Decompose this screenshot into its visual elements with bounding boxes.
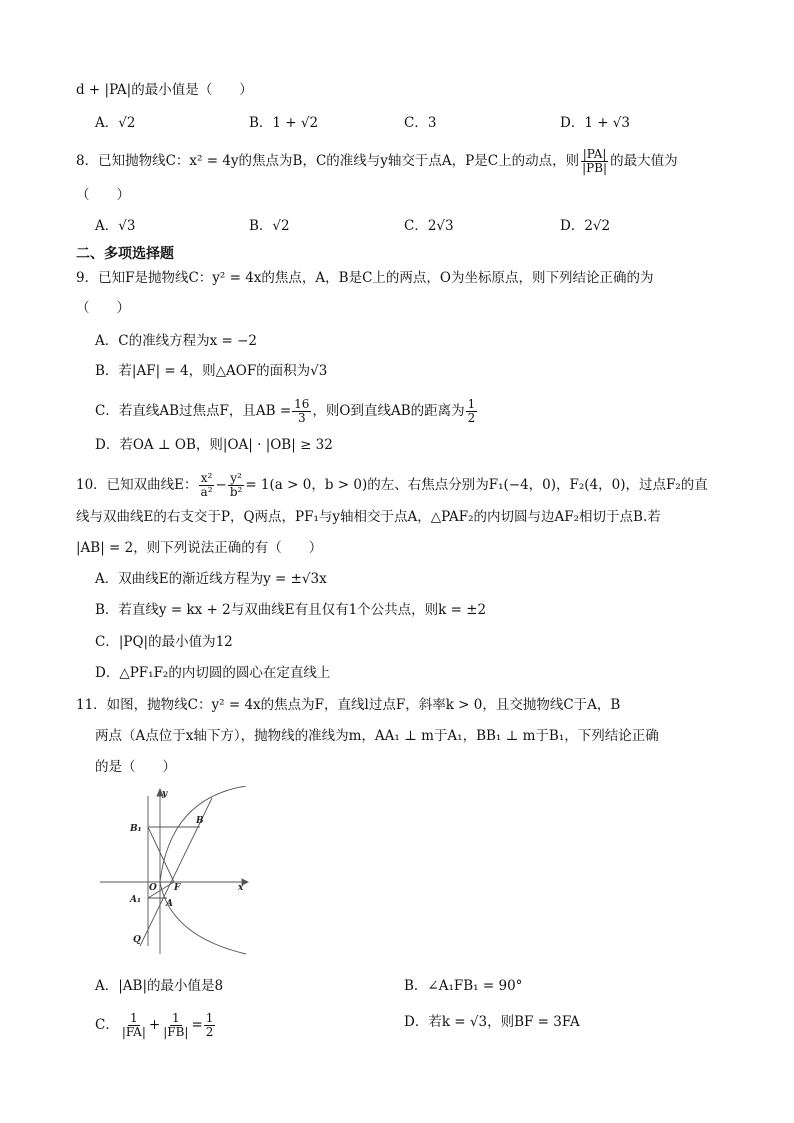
q8-stem-text: 8．已知抛物线C：x² = 4y的焦点为B，C的准线与y轴交于点A，P是C上的动点，则 xyxy=(76,153,580,169)
q11-c-equals: = xyxy=(191,1017,203,1033)
q8-frac-den: |PB| xyxy=(582,161,608,175)
q9-option-a: A．C的准线方程为x = −2 xyxy=(95,333,257,349)
label-y: y xyxy=(162,789,168,799)
q7-option-d: D．1 + √3 xyxy=(560,115,630,131)
q10-frac-y-den: b² xyxy=(229,485,243,499)
q9-paren: （ ） xyxy=(76,300,130,316)
label-a: A xyxy=(166,899,173,909)
q10-line-1-b: = 1(a > 0，b > 0)的左、右焦点分别为F₁(−4，0)，F₂(4，0)，过点F₂的直 xyxy=(245,477,708,493)
label-b: B xyxy=(196,816,204,826)
q10-frac-y-num: y² xyxy=(230,471,242,485)
q10-frac-x-den: a² xyxy=(200,485,213,499)
q11-c-frac3-den: 2 xyxy=(205,1025,214,1039)
q11-line-3: 的是（ ） xyxy=(95,759,176,775)
q9-option-c-text: C．若直线AB过焦点F，且AB = xyxy=(95,403,292,419)
q11-c-frac2-num: 1 xyxy=(172,1011,180,1025)
q11-c-frac3 xyxy=(204,1012,216,1039)
parabola-curve xyxy=(160,786,246,954)
q11-c-prefix: C． xyxy=(95,1017,119,1033)
q11-c-frac1 xyxy=(120,1012,148,1039)
q9-c-frac2-num: 1 xyxy=(467,397,476,411)
q11-c-frac1-num: 1 xyxy=(130,1011,138,1025)
q11-option-d: D．若k = √3，则BF = 3FA xyxy=(404,1014,580,1030)
q8-option-d: D．2√2 xyxy=(560,218,611,234)
q11-line-1: 11．如图，抛物线C：y² = 4x的焦点为F，直线l过点F，斜率k > 0，且交抛物线C于A，B xyxy=(76,697,621,713)
q9-stem: 9．已知F是抛物线C：y² = 4x的焦点，A，B是C上的两点，O为坐标原点，则下列结论正确的为 xyxy=(76,270,654,286)
q8-fraction xyxy=(580,148,609,175)
label-x: x xyxy=(238,883,244,893)
label-o: O xyxy=(149,883,157,893)
q11-c-frac2-den: |FB| xyxy=(163,1025,189,1039)
q10-option-b: B．若直线y = kx + 2与双曲线E有且仅有1个公共点，则k = ±2 xyxy=(95,602,487,618)
q11-option-b: B．∠A₁FB₁ = 90° xyxy=(404,978,523,994)
q8-paren: （ ） xyxy=(76,187,130,203)
q8-frac-num: |PA| xyxy=(582,147,607,161)
q10-line-2: 线与双曲线E的右支交于P，Q两点，PF₁与y轴相交于点A，△PAF₂的内切圆与边AF₂相切于点B.若 xyxy=(76,509,661,525)
q10-line-1-a: 10．已知双曲线E： xyxy=(76,477,198,493)
q11-c-plus: + xyxy=(148,1017,161,1033)
q11-c-frac3-num: 1 xyxy=(205,1011,214,1025)
q7-option-b: B．1 + √2 xyxy=(249,115,319,131)
q9-c-frac2 xyxy=(466,398,478,425)
q9-option-c-text2: ，则O到直线AB的距离为 xyxy=(312,403,465,419)
q9-c-frac1 xyxy=(292,398,311,425)
q7-option-a: A．√2 xyxy=(95,115,136,131)
q10-minus: − xyxy=(215,477,227,493)
q10-option-c: C．|PQ|的最小值为12 xyxy=(95,634,233,650)
label-f: F xyxy=(174,883,181,893)
q8-option-c: C．2√3 xyxy=(404,218,454,234)
q9-c-frac1-den: 3 xyxy=(297,411,306,425)
section-heading: 二、多项选择题 xyxy=(76,246,174,262)
q10-frac-x xyxy=(199,472,215,499)
q11-c-frac1-den: |FA| xyxy=(121,1025,146,1039)
q9-c-frac1-num: 16 xyxy=(294,397,310,411)
q11-line-2: 两点（A点位于x轴下方），抛物线的准线为m，AA₁ ⊥ m于A₁，BB₁ ⊥ m于B₁，下列结论正确 xyxy=(95,728,659,744)
label-q: Q xyxy=(133,935,141,945)
q10-line-1 xyxy=(76,472,708,499)
q10-line-3: |AB| = 2，则下列说法正确的有（ ） xyxy=(76,540,323,556)
q8-stem-end: 的最大值为 xyxy=(610,153,678,169)
q11-option-c xyxy=(95,1012,216,1039)
q10-option-d: D．△PF₁F₂的内切圆的圆心在定直线上 xyxy=(95,665,331,681)
q11-option-a: A．|AB|的最小值是8 xyxy=(95,978,224,994)
parabola-figure xyxy=(100,786,250,956)
q8-stem xyxy=(76,148,678,175)
q7-option-c: C．3 xyxy=(404,115,437,131)
q9-c-frac2-den: 2 xyxy=(467,411,476,425)
q7-stem-tail: d + |PA|的最小值是（ ） xyxy=(76,82,253,98)
q8-option-a: A．√3 xyxy=(95,218,136,234)
q9-option-b: B．若|AF| = 4，则△AOF的面积为√3 xyxy=(95,363,328,379)
q10-frac-x-num: x² xyxy=(200,471,213,485)
label-b1: B₁ xyxy=(130,824,142,834)
q9-option-c xyxy=(95,398,478,425)
q10-frac-y xyxy=(228,472,245,499)
q11-c-frac2 xyxy=(161,1012,190,1039)
label-a1: A₁ xyxy=(130,895,141,905)
q8-option-b: B．√2 xyxy=(249,218,290,234)
q10-option-a: A．双曲线E的渐近线方程为y = ±√3x xyxy=(95,571,327,587)
q9-option-d: D．若OA ⊥ OB，则|OA| · |OB| ≥ 32 xyxy=(95,437,333,453)
